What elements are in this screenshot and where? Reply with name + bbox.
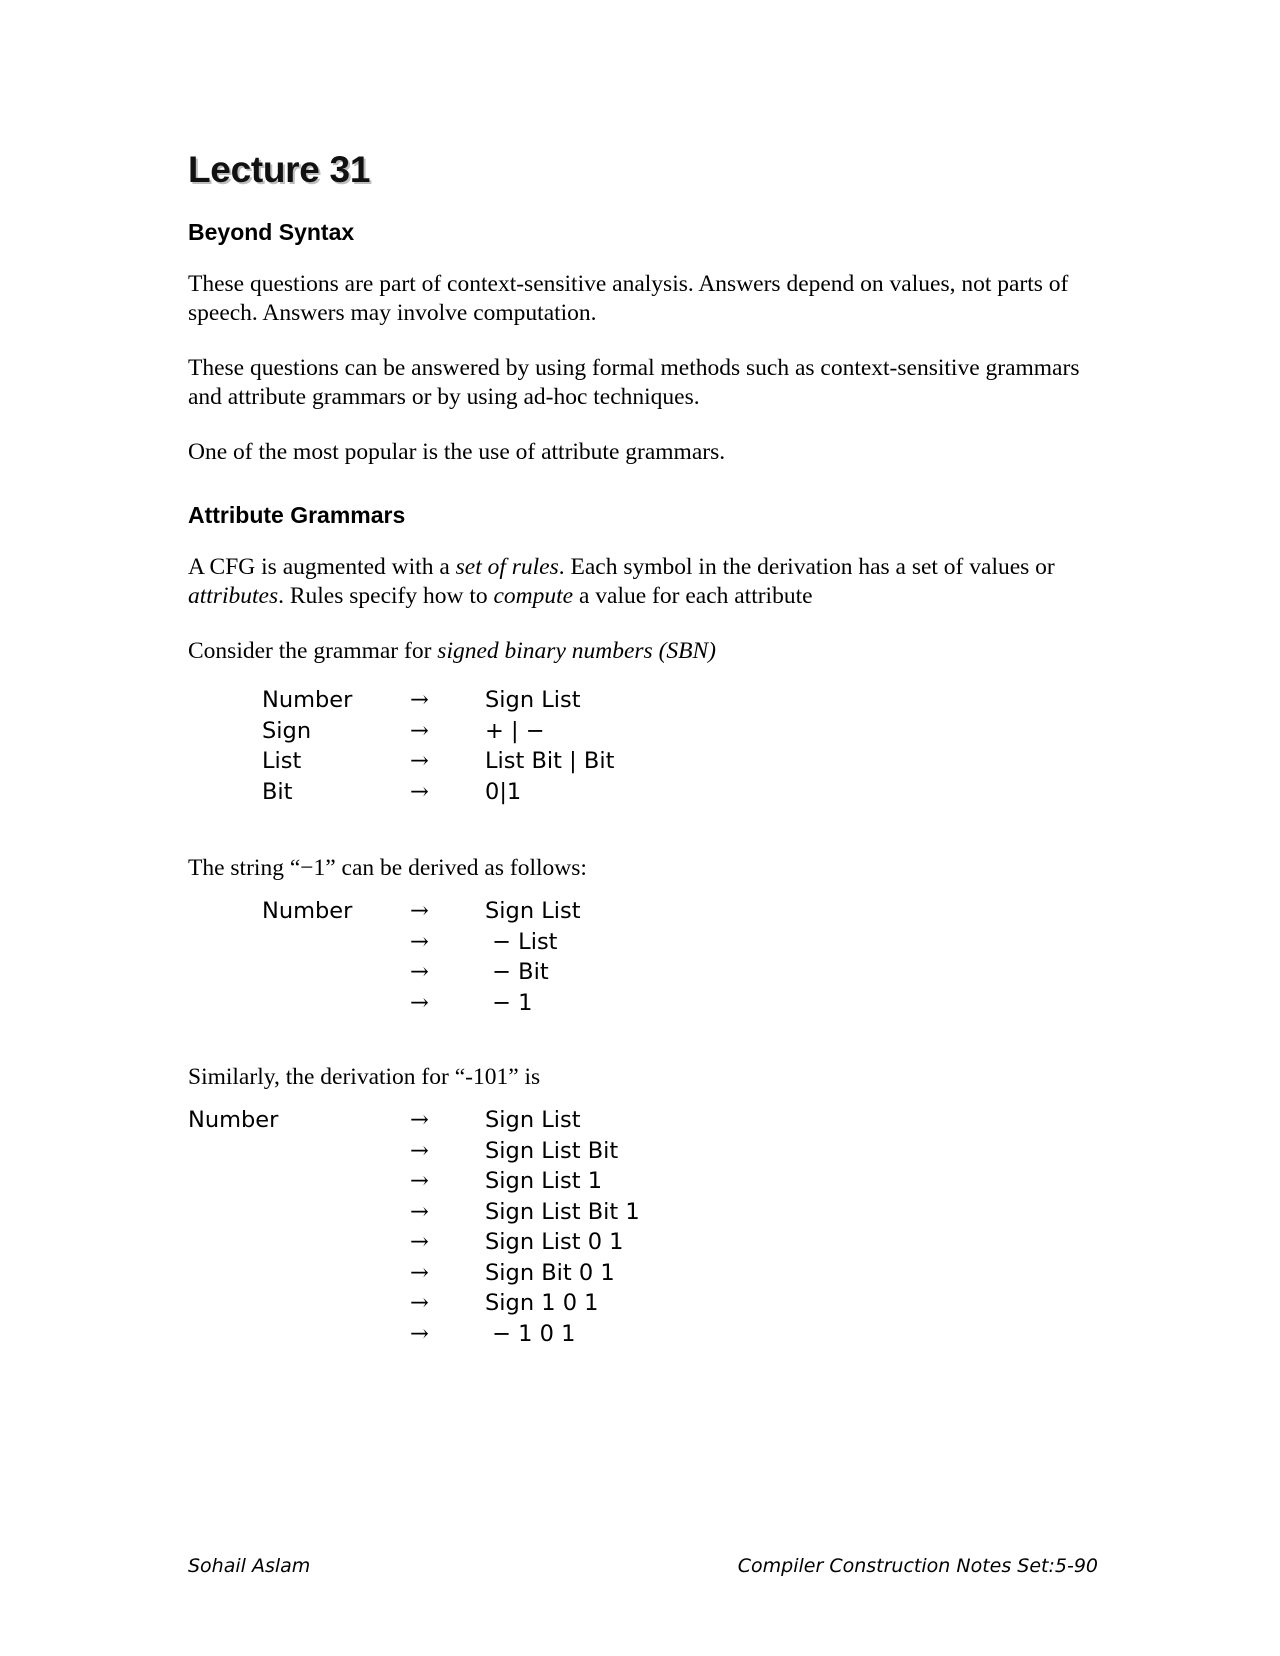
step-rhs: Sign Bit 0 1 bbox=[485, 1259, 615, 1286]
step-rhs: − 1 bbox=[485, 989, 533, 1016]
paragraph-formal-methods: These questions can be answered by using formal methods such as context-sensitive grammars and attribute grammars or by using ad-hoc techniques. bbox=[188, 355, 1080, 410]
rule-lhs: List bbox=[262, 748, 302, 774]
rule-lhs: Bit bbox=[262, 778, 293, 805]
arrow-icon: → bbox=[410, 928, 429, 955]
footer-course-info: Compiler Construction Notes Set:5-90 bbox=[737, 1555, 1098, 1577]
rule-rhs: 0|1 bbox=[485, 778, 522, 805]
text-run: . Each symbol in the derivation has a set of values or bbox=[558, 554, 1055, 580]
emphasis-set-of-rules: set of rules bbox=[455, 554, 559, 580]
rule-lhs: Number bbox=[262, 687, 353, 713]
arrow-icon: → bbox=[410, 1290, 429, 1316]
step-rhs: Sign List Bit 1 bbox=[485, 1198, 640, 1225]
step-lhs: Number bbox=[188, 1107, 279, 1133]
emphasis-attributes: attributes bbox=[188, 583, 279, 609]
step-rhs: Sign List 0 1 bbox=[485, 1229, 624, 1255]
arrow-icon: → bbox=[410, 959, 429, 985]
paragraph-cfg-augmented bbox=[188, 553, 1098, 611]
step-rhs: Sign 1 0 1 bbox=[485, 1290, 599, 1316]
paragraph-context-sensitive: These questions are part of context-sensitive analysis. Answers depend on values, not parts of speech. Answers may involve computation. bbox=[188, 271, 1069, 326]
paragraph-derivation-intro: The string “−1” can be derived as follows: bbox=[188, 855, 587, 881]
step-rhs: − 1 0 1 bbox=[485, 1320, 576, 1347]
step-rhs: Sign List Bit bbox=[485, 1137, 619, 1164]
arrow-icon: → bbox=[410, 898, 429, 924]
arrow-icon: → bbox=[410, 778, 429, 805]
step-rhs: Sign List bbox=[485, 898, 581, 924]
paragraph-similarly: Similarly, the derivation for “-101” is bbox=[188, 1064, 541, 1090]
arrow-icon: → bbox=[410, 989, 429, 1016]
paragraph-popular: One of the most popular is the use of attribute grammars. bbox=[188, 439, 726, 465]
step-rhs: Sign List 1 bbox=[485, 1168, 603, 1194]
emphasis-compute: compute bbox=[493, 583, 574, 609]
text-run: . Rules specify how to bbox=[278, 583, 494, 609]
page-footer bbox=[188, 1553, 1098, 1579]
arrow-icon: → bbox=[410, 748, 429, 774]
step-lhs: Number bbox=[262, 898, 353, 924]
emphasis-sbn: signed binary numbers (SBN) bbox=[437, 638, 717, 664]
arrow-icon: → bbox=[410, 1137, 429, 1164]
arrow-icon: → bbox=[410, 1168, 429, 1194]
rule-lhs: Sign bbox=[262, 717, 312, 744]
footer-author: Sohail Aslam bbox=[188, 1555, 311, 1577]
arrow-icon: → bbox=[410, 1198, 429, 1225]
heading-attribute-grammars: Attribute Grammars bbox=[188, 502, 406, 528]
text-run: Consider the grammar for bbox=[188, 638, 438, 664]
arrow-icon: → bbox=[410, 1107, 429, 1133]
step-rhs: − Bit bbox=[485, 959, 549, 985]
rule-rhs: Sign List bbox=[485, 687, 581, 713]
rule-rhs: + | − bbox=[485, 717, 545, 744]
paragraph-consider-grammar bbox=[188, 637, 1098, 666]
step-rhs: Sign List bbox=[485, 1107, 581, 1133]
text-run: a value for each attribute bbox=[573, 583, 813, 609]
arrow-icon: → bbox=[410, 1229, 429, 1255]
heading-beyond-syntax: Beyond Syntax bbox=[188, 219, 355, 245]
arrow-icon: → bbox=[410, 717, 429, 744]
rule-rhs: List Bit | Bit bbox=[485, 748, 615, 774]
step-rhs: − List bbox=[485, 928, 558, 955]
lecture-title: Lecture 31 bbox=[188, 149, 371, 190]
arrow-icon: → bbox=[410, 687, 429, 713]
document-page bbox=[188, 0, 1098, 1656]
text-run: A CFG is augmented with a bbox=[188, 554, 456, 580]
arrow-icon: → bbox=[410, 1320, 429, 1347]
arrow-icon: → bbox=[410, 1259, 429, 1286]
